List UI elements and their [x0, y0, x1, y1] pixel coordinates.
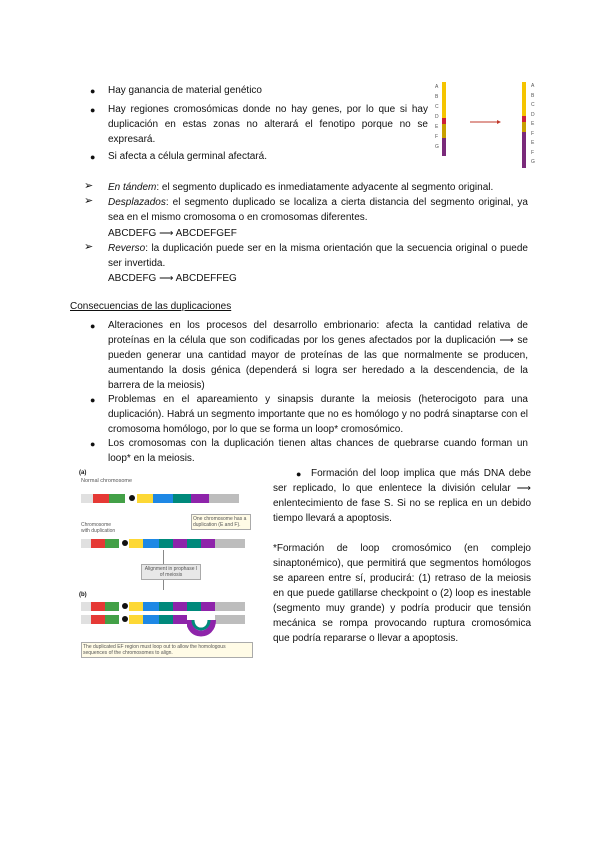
chrom-label: F: [531, 149, 535, 156]
chrom-segment: [91, 615, 105, 624]
figure-caption: The duplicated EF region must loop out to allow the homologous sequences of the chromosomes to align.: [81, 642, 253, 658]
chrom-label: D: [531, 111, 535, 118]
bullet-text: Si afecta a célula germinal afectará.: [108, 151, 267, 162]
chrom-segment: [91, 539, 105, 548]
type-tandem: [108, 180, 528, 195]
chrom-segment: [153, 494, 173, 503]
arrow-bullet-icon: ➢: [84, 180, 94, 192]
consequence-text: Los cromosomas con la duplicación tienen altas chances de quebrarse cuando forman un loop* en la meiosis.: [108, 438, 528, 464]
duplication-figure: [79, 470, 253, 660]
type-description: : el segmento duplicado se localiza a cierta distancia del segmento original, ya sea en el mismo cromosoma o en cromosomas diferentes.: [108, 197, 528, 223]
chrom-segment: [159, 539, 173, 548]
alignment-box: Alignment in prophase I of meiosis: [141, 564, 201, 580]
bullet-icon: ●: [296, 469, 302, 479]
normal-chromosome: [81, 494, 249, 503]
left-chrom-labels: [435, 82, 441, 152]
chrom-label: C: [531, 102, 535, 108]
chrom-segment: [105, 615, 119, 624]
flow-line: [163, 550, 164, 564]
chrom-label: G: [531, 159, 535, 165]
bullet-text: Hay ganancia de material genético: [108, 85, 262, 96]
chrom-segment: [215, 539, 245, 548]
bullet-icon: ●: [90, 86, 96, 96]
homolog-bottom: [81, 615, 251, 624]
chrom-segment: [129, 539, 143, 548]
centromere: [129, 495, 135, 501]
centromere: [122, 603, 128, 609]
type-reverse: [108, 241, 528, 271]
chrom-segment: [215, 615, 245, 624]
figure-label-a: (a): [79, 470, 87, 476]
chrom-segment: [81, 602, 91, 611]
chrom-label: B: [531, 92, 535, 99]
bullet-icon: ●: [90, 439, 96, 449]
chrom-segment: [81, 615, 91, 624]
chrom-segment: [93, 494, 109, 503]
chrom-segment: [173, 602, 187, 611]
homolog-top: [81, 602, 251, 611]
chrom-label: C: [435, 104, 439, 110]
chrom-label: B: [435, 94, 439, 100]
chrom-segment: [109, 494, 125, 503]
chrom-segment: [91, 602, 105, 611]
chrom-label: A: [531, 83, 535, 89]
bullet-text: Hay regiones cromosómicas donde no hay genes, por lo que si hay duplicación en estas zonas no alterará el fenotipo porque no se expresará.: [108, 104, 428, 145]
arrow-bullet-icon: ➢: [84, 241, 94, 253]
chrom-segment: [201, 602, 215, 611]
type-description: : el segmento duplicado es inmediatamente adyacente al segmento original.: [156, 182, 494, 193]
right-bullet-text: Formación del loop implica que más DNA debe ser replicado, lo que enlentece la división celular ⟶ enlentecimiento de fase S. Si no se replica en un debido tiempo llevará a apoptosis.: [273, 468, 531, 524]
duplicated-chromosome: [81, 539, 251, 548]
bullet-icon: ●: [90, 152, 96, 162]
chrom-segment: [81, 494, 93, 503]
chrom-label: A: [435, 84, 439, 90]
chrom-segment: [173, 494, 191, 503]
bullet-icon: ●: [90, 321, 96, 331]
centromere: [122, 616, 128, 622]
figure-label-b: (b): [79, 592, 87, 598]
chrom-segment: [81, 539, 91, 548]
chrom-segment: [159, 615, 173, 624]
chrom-label: G: [435, 144, 439, 150]
consequence-text: Problemas en el apareamiento y sinapsis durante la meiosis (heterocigoto para una duplicación). Habrá un segmento importante que no es homólogo y no podrá sinaptarse con el cromosoma homólogo, por lo que se forma un loop* cromosómico.: [108, 394, 528, 435]
type-term: En tándem: [108, 182, 157, 193]
chrom-segment: [105, 602, 119, 611]
chrom-segment: [129, 615, 143, 624]
chrom-segment: [143, 539, 159, 548]
consequences-heading: Consecuencias de las duplicaciones: [70, 301, 232, 312]
arrow-bullet-icon: ➢: [84, 195, 94, 207]
chrom-segment: [143, 602, 159, 611]
right-chrom-labels: [531, 82, 537, 168]
consequence-text: Alteraciones en los procesos del desarrollo embrionario: afecta la cantidad relativa de proteínas en la célula que son codificadas por los genes afectados por la duplicación ⟶ se pueden generar una cantidad mayor de proteínas de las que normalmente se producen, aumentando la dosis génica (dependerá si logra ser heredado a la descendencia, de la barrera de la meiosis): [108, 320, 528, 391]
chrom-label: E: [531, 140, 535, 146]
mini-chromosome-diagram: [435, 80, 565, 170]
chrom-segment: [201, 539, 215, 548]
type-term: Reverso: [108, 243, 146, 254]
normal-chromosome-label: Normal chromosome: [81, 478, 133, 484]
chrom-segment: [105, 539, 119, 548]
chrom-segment: [143, 615, 159, 624]
mini-chromosome-svg: [435, 80, 565, 172]
type-term: Desplazados: [108, 197, 166, 208]
chrom-segment: [129, 602, 143, 611]
bullet-icon: ●: [90, 395, 96, 405]
callout-duplication: One chromosome has a duplication (E and F).: [191, 514, 251, 530]
chrom-segment: [173, 539, 187, 548]
chrom-label: F: [435, 134, 439, 140]
type-description: : la duplicación puede ser en la misma orientación que la secuencia original o puede ser invertida.: [108, 243, 528, 269]
chrom-label: F: [531, 130, 535, 137]
chrom-segment: [209, 494, 239, 503]
chrom-label: D: [435, 114, 439, 120]
footnote-text: *Formación de loop cromosómico (en complejo sinaptonémico), que permitirá que segmentos homólogos se apareen entre sí, producirá: (1) retraso de la meiosis en que puede gatillarse checkpoint o (2) loop es inestable (segmento muy grande) y podría producir que tensión mecánica se rompa provocando ruptura cromosómica que podría repararse o llevar a apoptosis.: [273, 543, 531, 644]
chrom-label: E: [531, 121, 535, 127]
chrom-segment: [173, 615, 187, 624]
chrom-segment: [187, 602, 201, 611]
chrom-segment: [191, 494, 209, 503]
duplication-chromosome-label: Chromosome with duplication: [81, 522, 116, 534]
chrom-label: E: [435, 124, 439, 130]
type-example: ABCDEFG ⟶ ABCDEFGEF: [108, 228, 237, 239]
loop-svg: [187, 616, 217, 642]
bullet-icon: ●: [90, 105, 96, 115]
flow-line: [163, 580, 164, 590]
chrom-segment: [215, 602, 245, 611]
chrom-segment: [187, 539, 201, 548]
type-displaced: [108, 195, 528, 225]
centromere: [122, 540, 128, 546]
chrom-segment: [159, 602, 173, 611]
type-example: ABCDEFG ⟶ ABCDEFFEG: [108, 273, 237, 284]
chrom-segment: [137, 494, 153, 503]
